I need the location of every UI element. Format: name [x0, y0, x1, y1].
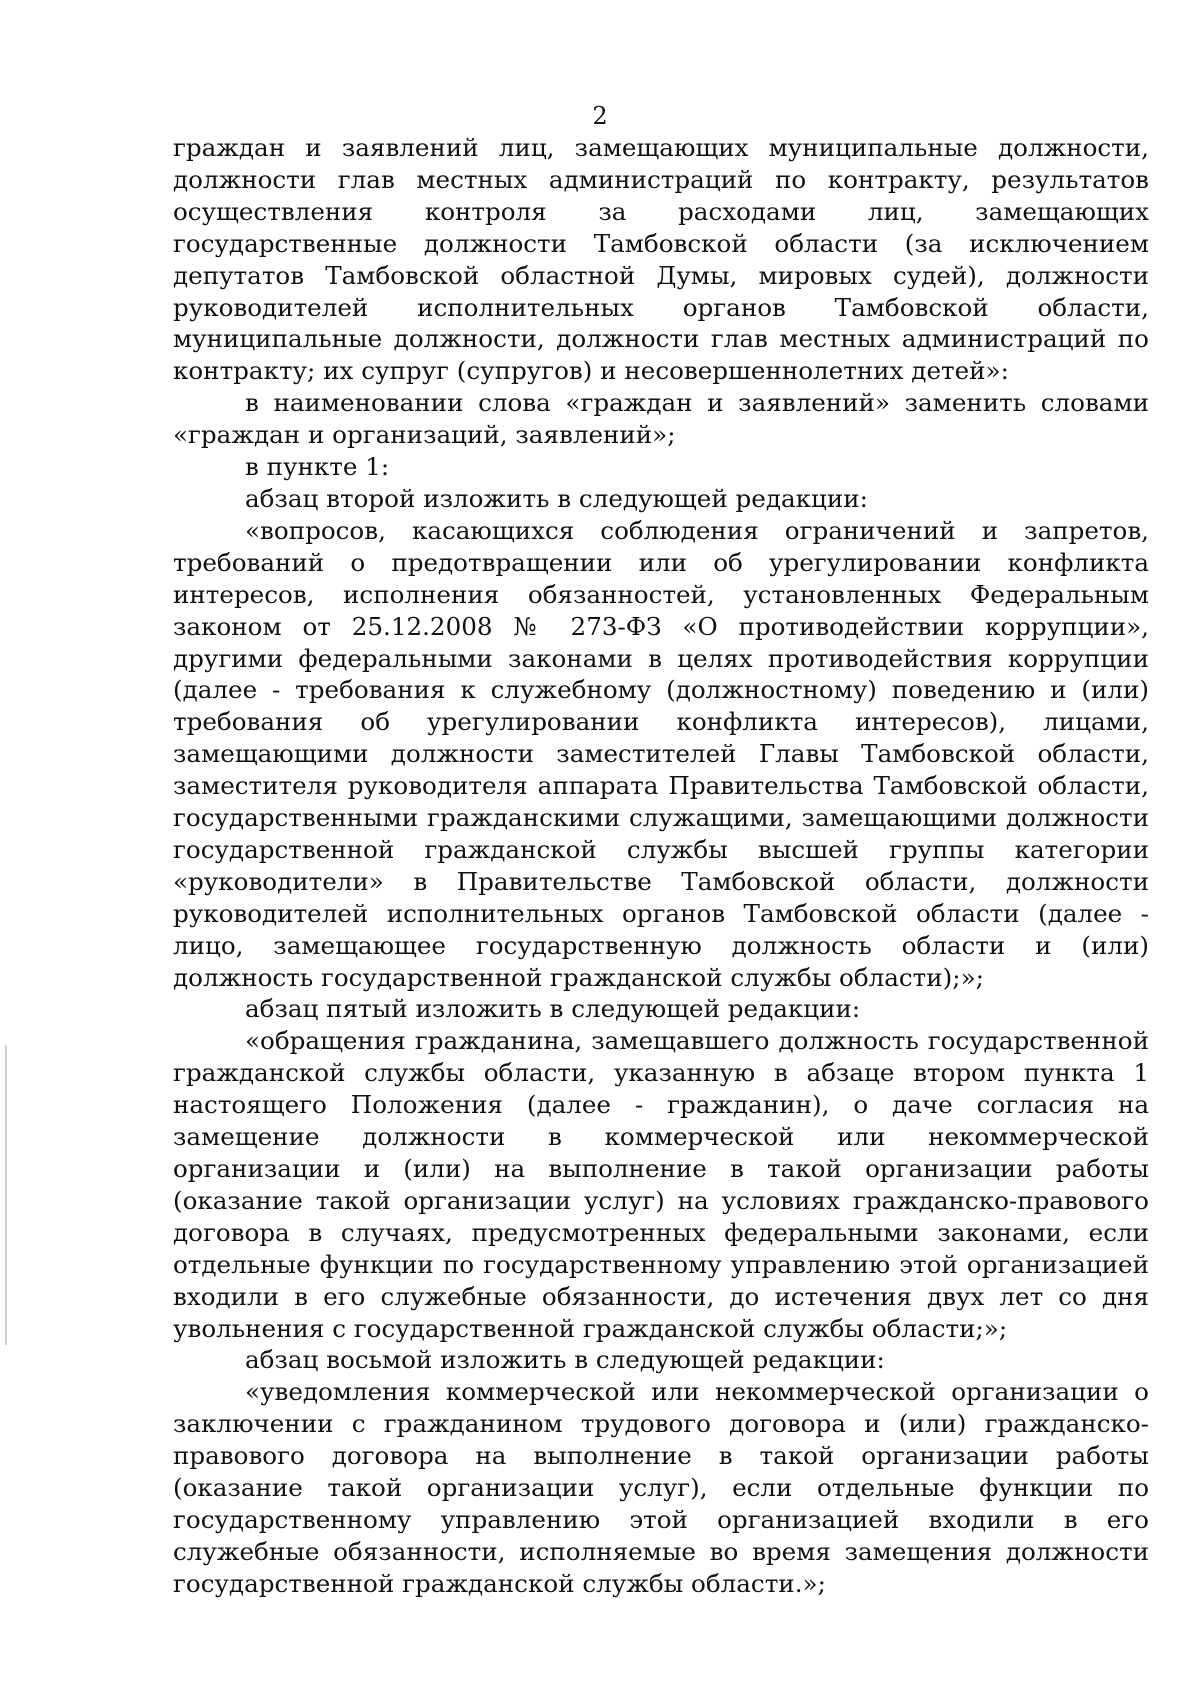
paragraph-eighth-abzac-text: «уведомления коммерческой или некоммерческой организации о заключении с гражданином трудового договора и (или) гражданско-правового договора на выполнение в такой организации работы (оказание такой организации услуг), если отдельные функции по государственному управлению этой организацией входили в его служебные обязанности, исполняемые во время замещения должности государственной гражданской службы области.»;: [173, 1377, 1149, 1598]
page-number: 2: [592, 102, 608, 130]
document-body: [173, 132, 1149, 1600]
paragraph-eighth-abzac-intro: абзац восьмой изложить в следующей редакции:: [245, 1345, 885, 1375]
paragraph-item-1: в пункте 1:: [245, 452, 390, 482]
paragraph-title-amendment: в наименовании слова «граждан и заявлений» заменить словами «граждан и организаций, заявлений»;: [173, 388, 1149, 450]
paragraph-fifth-abzac-text: «обращения гражданина, замещавшего должность государственной гражданской службы области, указанную в абзаце втором пункта 1 настоящего Положения (далее - гражданин), о даче согласия на замещение должности в коммерческой или некоммерческой организации и (или) на выполнение в такой организации работы (оказание такой организации услуг) на условиях гражданско-правового договора в случаях, предусмотренных федеральными законами, если отдельные функции по государственному управлению этой организацией входили в его служебные обязанности, до истечения двух лет со дня увольнения с государственной гражданской службы области;»;: [173, 1026, 1149, 1343]
paragraph-second-abzac-intro: абзац второй изложить в следующей редакции:: [245, 483, 868, 513]
scan-edge-mark: [5, 1045, 7, 1345]
paragraph-fifth-abzac-intro: абзац пятый изложить в следующей редакции:: [245, 994, 861, 1024]
paragraph-continuation: граждан и заявлений лиц, замещающих муниципальные должности, должности глав местных администраций по контракту, результатов осуществления контроля за расходами лиц, замещающих государственные должности Тамбовской области (за исключением депутатов Тамбовской областной Думы, мировых судей), должности руководителей исполнительных органов Тамбовской области, муниципальные должности, должности глав местных администраций по контракту; их супруг (супругов) и несовершеннолетних детей»:: [173, 133, 1149, 386]
paragraph-second-abzac-text: «вопросов, касающихся соблюдения ограничений и запретов, требований о предотвращении или об урегулировании конфликта интересов, исполнения обязанностей, установленных Федеральным законом от 25.12.2008 № 273-ФЗ «О противодействии коррупции», другими федеральными законами в целях противодействия коррупции (далее - требования к служебному (должностному) поведению и (или) требования об урегулировании конфликта интересов), лицами, замещающими должности заместителей Главы Тамбовской области, заместителя руководителя аппарата Правительства Тамбовской области, государственными гражданскими служащими, замещающими должности государственной гражданской службы высшей группы категории «руководители» в Правительстве Тамбовской области, должности руководителей исполнительных органов Тамбовской области (далее - лицо, замещающее государственную должность области и (или) должность государственной гражданской службы области);»;: [173, 515, 1149, 992]
